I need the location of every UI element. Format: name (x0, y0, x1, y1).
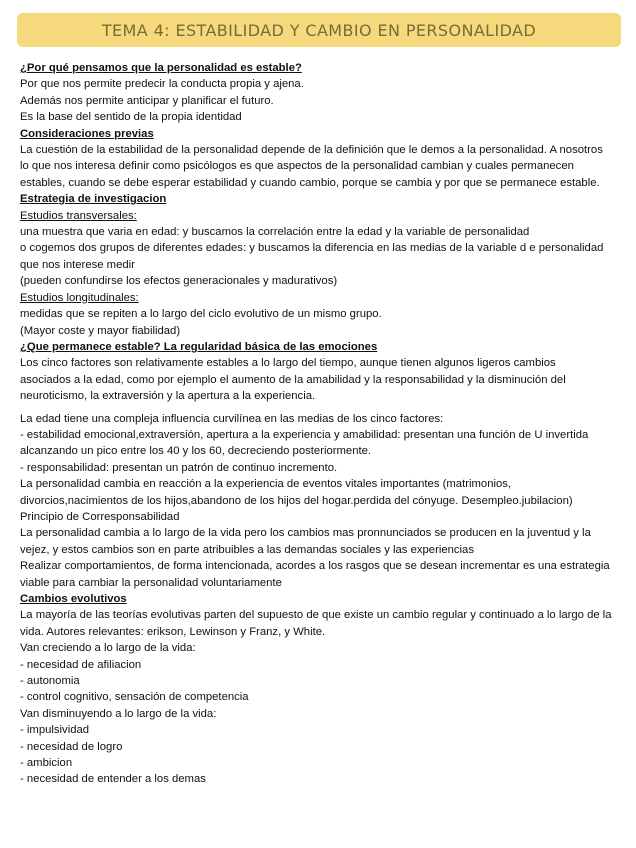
subsection-heading: Estudios transversales: (20, 209, 137, 222)
text-line: - necesidad de afiliacion (20, 658, 142, 671)
text-line: (pueden confundirse los efectos generacionales y madurativos) (20, 275, 338, 288)
text-line: - necesidad de logro (20, 740, 123, 753)
text-line: La mayoría de las teorías evolutivas parten del supuesto de que existe un cambio regular y continuado a lo largo de la (20, 609, 612, 622)
subsection-heading: Estudios longitudinales: (20, 291, 139, 304)
text-line: - autonomia (20, 675, 80, 688)
section-heading: ¿Que permanece estable? La regularidad básica de las emociones (20, 340, 378, 353)
text-line: (Mayor coste y mayor fiabilidad) (20, 324, 181, 337)
text-line: Principio de Corresponsabilidad (20, 510, 180, 523)
text-line: Por que nos permite predecir la conducta propia y ajena. (20, 78, 304, 91)
page-title: TEMA 4: ESTABILIDAD Y CAMBIO EN PERSONALIDAD (101, 20, 537, 40)
text-line: La cuestión de la estabilidad de la personalidad depende de la definición que le demos a la personalidad. A nosotros (20, 144, 603, 157)
text-line: medidas que se repiten a lo largo del ciclo evolutivo de un mismo grupo. (20, 308, 382, 321)
text-line: que nos interese medir (20, 258, 135, 271)
text-line: Realizar comportamientos, de forma intencionada, acordes a los rasgos que se desean incrementar es una estrategia (20, 560, 610, 573)
text-line: estables, cuando se debe esperar estabilidad y cuando cambio, porque se cambia y por que se permanece estable. (20, 176, 600, 189)
title-banner (17, 13, 621, 47)
document-body (20, 60, 620, 788)
text-line: alcanzando un pico entre los 40 y los 60, decreciendo posteriormente. (20, 445, 372, 458)
text-line: o cogemos dos grupos de diferentes edades: y buscamos la diferencia en las medias de la variable d e personalidad (20, 242, 604, 255)
text-line: - ambicion (20, 757, 73, 770)
text-line: - control cognitivo, sensación de competencia (20, 691, 249, 704)
text-line: una muestra que varia en edad: y buscamos la correlación entre la edad y la variable de personalidad (20, 226, 530, 239)
text-line: Los cinco factores son relativamente estables a lo largo del tiempo, aunque tienen algunos ligeros cambios (20, 357, 556, 370)
text-line: - necesidad de entender a los demas (20, 773, 206, 786)
section-heading: ¿Por qué pensamos que la personalidad es estable? (20, 62, 302, 74)
text-line: - estabilidad emocional,extraversión, apertura a la experiencia y amabilidad: presentan una función de U invertida (20, 428, 589, 441)
text-line: asociados a la edad, como por ejemplo el aumento de la amabilidad y la responsabilidad y la disminución del (20, 373, 566, 386)
text-line: Es la base del sentido de la propia identidad (20, 111, 242, 124)
text-line: La personalidad cambia en reacción a la experiencia de eventos vitales importantes (matrimonios, (20, 478, 512, 491)
text-line: La personalidad cambia a lo largo de la vida pero los cambios mas pronnunciados se producen en la juventud y la (20, 527, 591, 540)
text-line: Además nos permite anticipar y planificar el futuro. (20, 94, 274, 107)
text-line: lo que nos interesa definir como psicólogos es que aspectos de la personalidad cambian y cuales permanecen (20, 160, 574, 173)
section-heading: Estrategia de investigacion (20, 193, 167, 206)
text-line: - responsabilidad: presentan un patrón de continuo incremento. (20, 461, 338, 474)
text-line: Van disminuyendo a lo largo de la vida: (20, 707, 217, 720)
text-line: vida. Autores relevantes: erikson, Lewinson y Franz, y White. (20, 625, 326, 638)
text-line: neuroticismo, la extraversión y la apertura a la experiencia. (20, 390, 316, 403)
section-heading: Consideraciones previas (20, 127, 154, 140)
text-line: Van creciendo a lo largo de la vida: (20, 642, 196, 655)
text-line: - impulsividad (20, 724, 90, 737)
text-line: La edad tiene una compleja influencia curvilínea en las medias de los cinco factores: (20, 412, 444, 425)
text-line: vejez, y estos cambios son en parte atribuibles a las demandas sociales y las experiencias (20, 543, 474, 556)
text-line: viable para cambiar la personalidad voluntariamente (20, 576, 282, 589)
section-heading: Cambios evolutivos (20, 593, 127, 605)
text-line: divorcios,nacimientos de los hijos,abandono de los hijos del hogar.perdida del cónyuge. Desempleo.jubilacion) (20, 494, 573, 507)
